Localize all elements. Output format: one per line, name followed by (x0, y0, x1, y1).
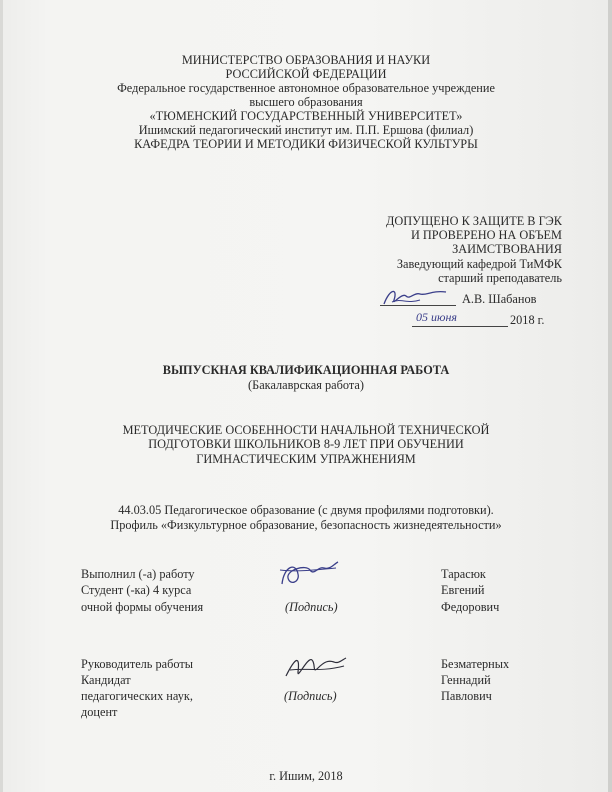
supervisor-surname: Безматерных (441, 657, 510, 671)
head-of-department: Заведующий кафедрой ТиМФК (396, 257, 562, 271)
work-type: ВЫПУСКНАЯ КВАЛИФИКАЦИОННАЯ РАБОТА (162, 363, 450, 377)
work-title-line-2: ПОДГОТОВКИ ШКОЛЬНИКОВ 8-9 ЛЕТ ПРИ ОБУЧЕНИИ (148, 437, 464, 451)
supervisor-signature-label: (Подпись) (284, 689, 337, 703)
education-level: высшего образования (249, 95, 363, 109)
student-role-1: Выполнил (-а) работу (81, 567, 195, 581)
ministry-line-1: МИНИСТЕРСТВО ОБРАЗОВАНИЯ И НАУКИ (181, 53, 431, 67)
head-position: старший преподаватель (438, 271, 562, 285)
supervisor-role-1: Руководитель работы (81, 657, 193, 671)
supervisor-first-name: Геннадий (441, 673, 491, 687)
student-patronymic: Федорович (441, 600, 500, 614)
approval-line-3: ЗАИМСТВОВАНИЯ (452, 242, 562, 256)
student-surname: Тарасюк (441, 567, 486, 581)
supervisor-role-3: педагогических наук, (81, 689, 193, 703)
approval-line-2: И ПРОВЕРЕНО НА ОБЪЕМ (410, 228, 562, 242)
approval-line-1: ДОПУЩЕНО К ЗАЩИТЕ В ГЭК (385, 214, 562, 228)
supervisor-signature-image (282, 650, 348, 684)
ministry-line-2: РОССИЙСКОЙ ФЕДЕРАЦИИ (225, 67, 387, 81)
work-title-line-1: МЕТОДИЧЕСКИЕ ОСОБЕННОСТИ НАЧАЛЬНОЙ ТЕХНИЧЕСКОЙ (122, 423, 490, 437)
work-subtype: (Бакалаврская работа) (248, 378, 364, 392)
approval-date-handwritten: 05 июня (416, 310, 457, 324)
department-name: КАФЕДРА ТЕОРИИ И МЕТОДИКИ ФИЗИЧЕСКОЙ КУЛЬТУРЫ (134, 137, 478, 151)
student-role-2: Студент (-ка) 4 курса (81, 583, 192, 597)
work-title-line-3: ГИМНАСТИЧЕСКИМ УПРАЖНЕНИЯМ (196, 452, 416, 466)
supervisor-patronymic: Павлович (441, 689, 492, 703)
institution-type: Федеральное государственное автономное образовательное учреждение (117, 81, 495, 95)
institute-name: Ишимский педагогический институт им. П.П. Ершова (филиал) (138, 123, 474, 137)
student-role-3: очной формы обучения (81, 600, 204, 614)
student-signature-image (276, 556, 340, 594)
approval-signature-image (380, 284, 450, 310)
city-year: г. Ишим, 2018 (269, 769, 343, 783)
student-first-name: Евгений (441, 583, 485, 597)
student-signature-label: (Подпись) (285, 600, 338, 614)
approver-name: А.В. Шабанов (462, 292, 537, 306)
university-name: «ТЮМЕНСКИЙ ГОСУДАРСТВЕННЫЙ УНИВЕРСИТЕТ» (149, 109, 463, 123)
supervisor-role-2: Кандидат (81, 673, 131, 687)
specialty-profile: Профиль «Физкультурное образование, безопасность жизнедеятельности» (110, 518, 502, 532)
approval-year: 2018 г. (510, 313, 545, 327)
supervisor-role-4: доцент (81, 705, 118, 719)
specialty-code: 44.03.05 Педагогическое образование (с двумя профилями подготовки). (118, 503, 494, 517)
